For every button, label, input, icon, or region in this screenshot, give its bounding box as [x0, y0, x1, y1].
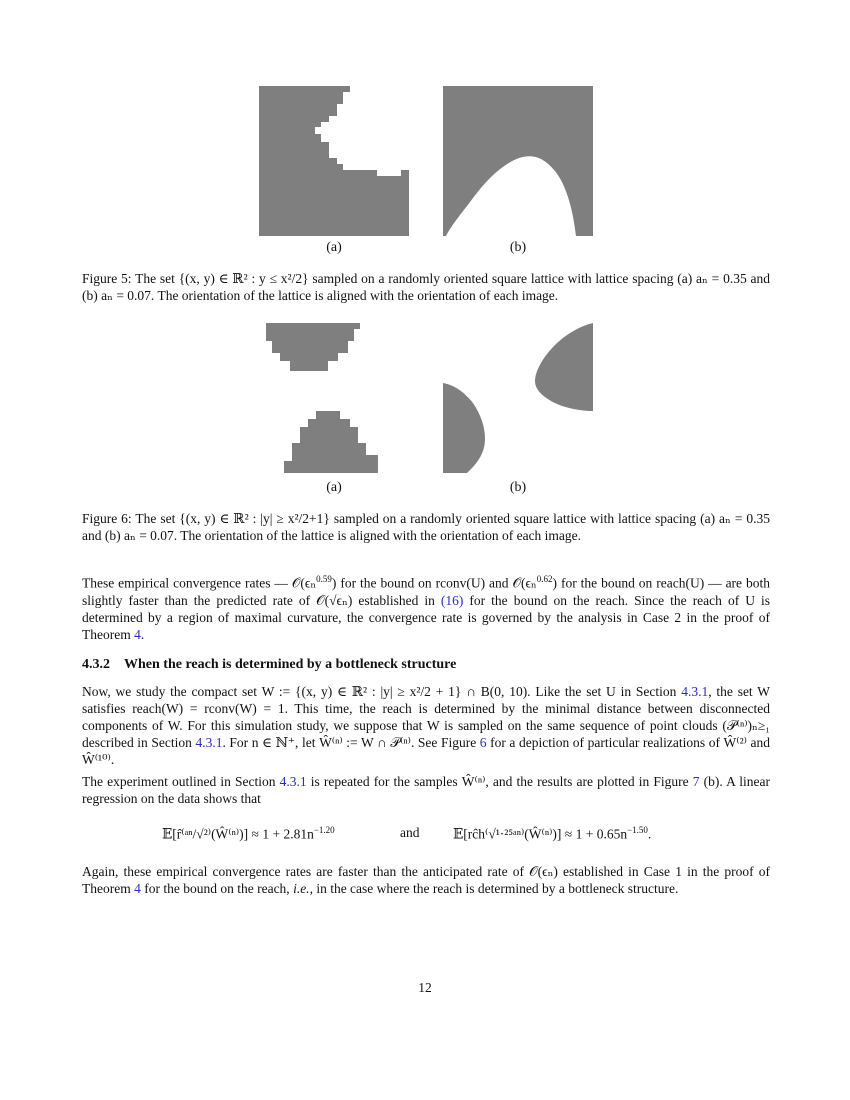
page-number: 12 [418, 980, 432, 995]
paragraph-conclusion [82, 863, 770, 897]
para1-text-1: These empirical convergence rates — 𝒪(ϵₙ [82, 575, 317, 591]
para4-text-3: , in the case where the reach is determined by a bottleneck structure. [309, 881, 679, 896]
figure6-image-b [443, 323, 593, 473]
para3-text-3: (b). A linear regression on the data shows that [82, 774, 771, 806]
figure6-caption-prefix: Figure 6: [82, 511, 132, 526]
equation-right-text: 𝔼[rĉh⁽√¹·²⁵ᵃⁿ⁾(Ŵ⁽ⁿ⁾)] ≈ 1 + 0.65n [453, 826, 628, 842]
paragraph-experiment [82, 773, 770, 807]
section-link-431[interactable]: 4.3.1 [681, 684, 709, 699]
para3-text-2: is repeated for the samples Ŵ⁽ⁿ⁾, and the results are plotted in Figure [306, 774, 693, 789]
para2-text-2: , the set W satisfies reach(W) = rconv(W) = 1. This time, the reach is determined by the minimal distance between disconnected components of W. For this simulation study, we suppose that W is sampled on the same sequence of point clouds (𝒫⁽ⁿ⁾)ₙ≥₁ described in Section [82, 684, 770, 750]
para1-exp-2: 0.62 [536, 574, 553, 584]
figure6-image-a [260, 323, 410, 473]
section-link-431-c[interactable]: 4.3.1 [279, 774, 307, 789]
para1-text-4: for the bound on the reach. Since the reach of U is determined by a region of maximal curvature, the convergence rate is governed by the analysis in Case 2 in the proof of Theorem [82, 592, 770, 642]
section-title: When the reach is determined by a bottleneck structure [124, 657, 457, 672]
equation-right-exp: −1.50 [627, 825, 648, 835]
para3-text-1: The experiment outlined in Section [82, 774, 280, 789]
regression-equation-and: and [400, 825, 420, 840]
regression-equation-right [453, 825, 651, 843]
theorem-link-4[interactable]: 4 [134, 626, 141, 642]
figure-link-7[interactable]: 7 [692, 774, 700, 789]
para2-text-3: . For n ∈ ℕ⁺, let Ŵ⁽ⁿ⁾ := W ∩ 𝒫⁽ⁿ⁾. See Figure [222, 735, 480, 750]
figure-link-6[interactable]: 6 [479, 735, 487, 750]
regression-equation-left [162, 825, 335, 843]
figure5-image-a [259, 86, 409, 236]
paragraph-convergence-rates [82, 571, 770, 643]
figure5-label-b: (b) [509, 240, 527, 255]
para1-text-2: ) for the bound on rconv(U) and 𝒪(ϵₙ [331, 575, 537, 591]
section-number: 4.3.2 [82, 657, 110, 672]
theorem-link-4-b[interactable]: 4 [134, 881, 141, 896]
para1-text-3: ) for the bound on reach(U) — are both slightly faster than the predicted rate of 𝒪(√ϵₙ) established in [82, 575, 770, 608]
para4-text-1: Again, these empirical convergence rates are faster than the anticipated rate of 𝒪(ϵₙ) established in Case 1 in the proof of Theorem [82, 864, 770, 896]
para4-ie: i.e. [293, 881, 310, 896]
figure6-caption-text: The set {(x, y) ∈ ℝ² : |y| ≥ x²/2+1} sampled on a randomly oriented square lattice with lattice spacing (a) aₙ = 0.35 and (b) aₙ = 0.07. The orientation of the lattice is aligned with the orientation of each image. [82, 511, 770, 543]
para1-exp-1: 0.59 [316, 574, 332, 584]
figure6-caption [82, 510, 770, 544]
paragraph-compact-set-w [82, 683, 770, 768]
para1-text-5: . [140, 626, 145, 642]
equation-end: . [647, 826, 652, 842]
figure5-caption-text: The set {(x, y) ∈ ℝ² : y ≤ x²/2} sampled on a randomly oriented square lattice with lattice spacing (a) aₙ = 0.35 and (b) aₙ = 0.07. The orientation of the lattice is aligned with the orientation of each image. [82, 271, 770, 303]
para2-text-1: Now, we study the compact set W := {(x, y) ∈ ℝ² : |y| ≥ x²/2 + 1} ∩ B(0, 10). Like the set U in Section [82, 684, 682, 699]
section-heading [82, 657, 456, 673]
figure6-label-b: (b) [509, 480, 527, 495]
figure5-label-a: (a) [326, 240, 342, 255]
figure5-caption-prefix: Figure 5: [82, 271, 132, 286]
section-link-431-b[interactable]: 4.3.1 [195, 735, 223, 750]
para4-text-2: for the bound on the reach, [140, 881, 294, 896]
figure5-caption [82, 270, 770, 304]
equation-link-16[interactable]: (16) [440, 592, 464, 608]
para2-text-4: for a depiction of particular realizations of Ŵ⁽²⁾ and Ŵ⁽¹⁰⁾. [82, 735, 770, 767]
figure6-label-a: (a) [326, 480, 342, 495]
equation-left-exp: −1.20 [313, 825, 335, 835]
equation-left-text: 𝔼[r̂⁽ᵃⁿ/√²⁾(Ŵ⁽ⁿ⁾)] ≈ 1 + 2.81n [162, 826, 314, 842]
figure5-image-b [443, 86, 593, 236]
